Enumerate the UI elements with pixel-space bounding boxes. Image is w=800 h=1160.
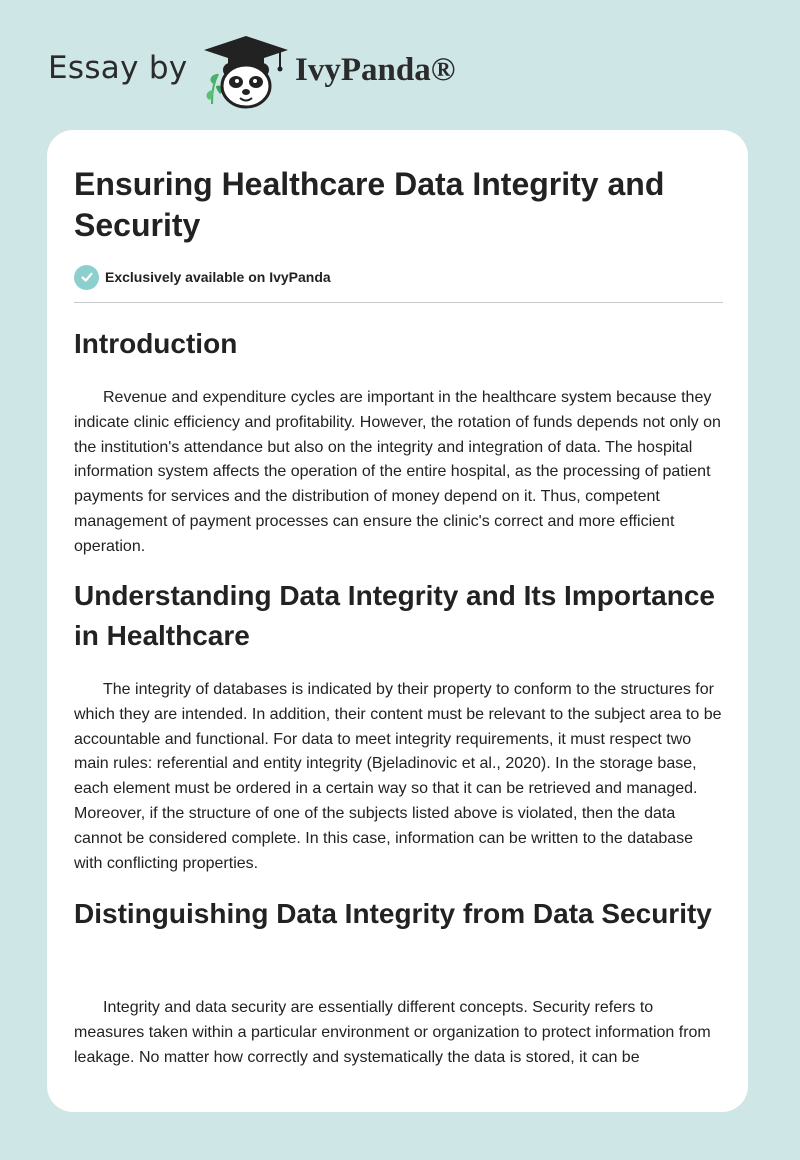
section-paragraph: Revenue and expenditure cycles are important in the healthcare system because they indicate clinic efficiency and profitability. However, the rotation of funds depends not only on the institution's attendance but also on the integrity and integration of data. The hospital information system affects the operation of the entire hospital, as the processing of patient payments for services and the distribution of money depend on it. Thus, competent management of payment processes can ensure the clinic's correct and more efficient operation. — [74, 389, 721, 555]
essay-by-label: Essay by — [48, 50, 188, 86]
brand-name[interactable]: IvyPanda® — [295, 52, 456, 88]
article-card — [47, 130, 748, 1112]
site-header — [0, 0, 800, 130]
check-icon — [74, 265, 99, 290]
exclusive-badge-label: Exclusively available on IvyPanda — [105, 269, 331, 285]
section-paragraph: Integrity and data security are essentially different concepts. Security refers to measures taken within a particular environment or organization to protect information from leakage. No matter how correctly and systematically the data is stored, it can be — [74, 999, 711, 1066]
section-heading: Introduction — [74, 328, 238, 359]
exclusive-badge — [74, 264, 331, 290]
divider — [74, 302, 723, 303]
article-title: Ensuring Healthcare Data Integrity and Security — [74, 166, 665, 243]
section-heading: Distinguishing Data Integrity from Data Security — [74, 898, 712, 929]
section-heading: Understanding Data Integrity and Its Importance in Healthcare — [74, 580, 715, 651]
section-paragraph: The integrity of databases is indicated by their property to conform to the structures for which they are intended. In addition, their content must be relevant to the subject area to be accountable and functional. For data to meet integrity requirements, it must respect two main rules: referential and entity integrity (Bjeladinovic et al., 2020). In the storage base, each element must be ordered in a certain way so that it can be retrieved and managed. Moreover, if the structure of one of the subjects listed above is violated, then the data cannot be considered complete. In this case, information can be written to the database with conflicting properties. — [74, 681, 722, 872]
ivypanda-logo-icon[interactable] — [200, 34, 292, 110]
